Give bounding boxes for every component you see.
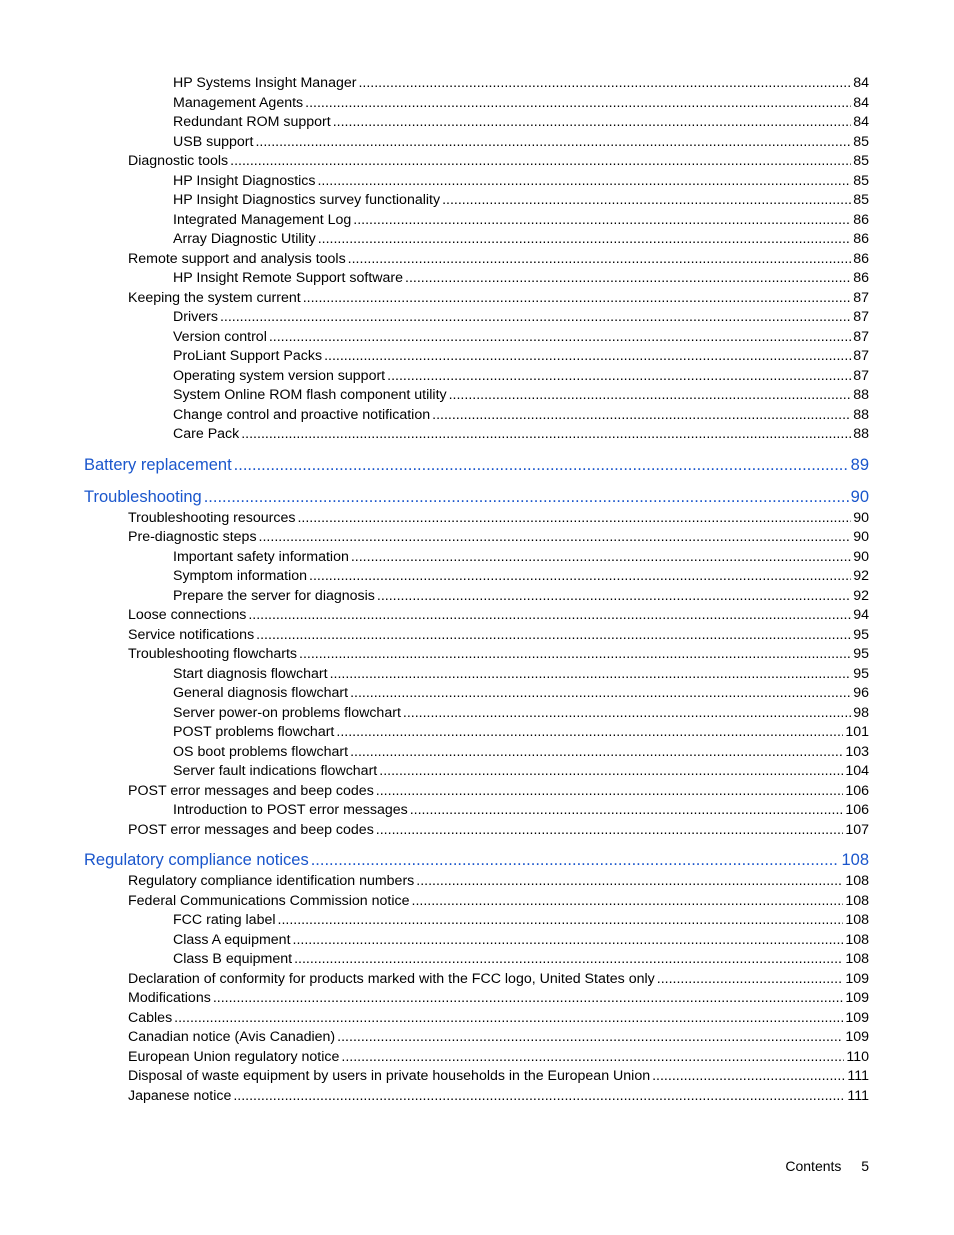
toc-entry[interactable] — [128, 510, 869, 530]
toc-leader-dots — [256, 627, 851, 643]
toc-entry[interactable] — [173, 134, 869, 154]
toc-entry-title: Important safety information — [173, 548, 349, 565]
toc-entry[interactable] — [128, 627, 869, 647]
toc-entry-page: 109 — [845, 1029, 869, 1045]
toc-entry[interactable] — [128, 290, 869, 310]
toc-entry[interactable] — [84, 851, 869, 875]
toc-entry[interactable] — [128, 1010, 869, 1030]
toc-leader-dots — [204, 488, 849, 507]
toc-entry-page: 85 — [853, 172, 869, 189]
toc-leader-dots — [259, 529, 852, 545]
toc-entry-title: Keeping the system current — [128, 289, 301, 306]
toc-entry[interactable] — [173, 75, 869, 95]
toc-leader-dots — [652, 1068, 845, 1084]
toc-entry[interactable] — [173, 95, 869, 115]
toc-entry-title: Service notifications — [128, 626, 255, 643]
toc-leader-dots — [318, 231, 852, 247]
toc-entry-page: 108 — [841, 851, 869, 869]
toc-entry-page: 85 — [853, 133, 869, 150]
toc-leader-dots — [405, 270, 851, 286]
toc-leader-dots — [324, 348, 851, 364]
toc-leader-dots — [230, 153, 851, 169]
toc-entry[interactable] — [173, 426, 869, 446]
toc-entry-title: OS boot problems flowchart — [173, 743, 349, 760]
toc-leader-dots — [387, 368, 851, 384]
toc-entry[interactable] — [128, 529, 869, 549]
toc-entry-title: Version control — [173, 328, 267, 345]
footer-page-number: 5 — [861, 1158, 869, 1174]
toc-leader-dots — [330, 666, 852, 682]
toc-entry[interactable] — [128, 1029, 869, 1049]
toc-entry[interactable] — [173, 192, 869, 212]
toc-entry[interactable] — [173, 724, 869, 744]
toc-entry[interactable] — [173, 568, 869, 588]
toc-entry-title: Start diagnosis flowchart — [173, 665, 328, 682]
toc-leader-dots — [376, 822, 844, 838]
toc-entry-title: Japanese notice — [128, 1087, 232, 1104]
toc-entry-title: Symptom information — [173, 568, 308, 584]
toc-entry-page: 92 — [853, 587, 869, 604]
toc-entry-page: 95 — [853, 646, 869, 662]
toc-entry[interactable] — [173, 329, 869, 349]
toc-entry-title: Canadian notice (Avis Canadien) — [128, 1029, 336, 1045]
toc-entry-page: 109 — [845, 970, 869, 987]
toc-entry-title: Federal Communications Commission notice — [128, 892, 410, 909]
toc-leader-dots — [351, 549, 851, 565]
toc-leader-dots — [233, 1088, 845, 1104]
toc-entry[interactable] — [173, 231, 869, 251]
toc-entry-page: 89 — [850, 455, 869, 474]
toc-entry-title: POST error messages and beep codes — [128, 782, 374, 799]
toc-entry[interactable] — [84, 488, 869, 512]
toc-entry[interactable] — [173, 802, 869, 822]
toc-leader-dots — [403, 705, 851, 721]
toc-entry-page: 87 — [853, 348, 869, 364]
toc-leader-dots — [309, 568, 851, 584]
toc-entry[interactable] — [173, 912, 869, 932]
toc-entry-page: 85 — [853, 192, 869, 208]
toc-entry-title: HP Insight Remote Support software — [173, 270, 404, 286]
toc-entry-page: 87 — [853, 289, 869, 306]
toc-entry-page: 87 — [853, 367, 869, 384]
toc-entry-title: Server power-on problems flowchart — [173, 704, 401, 721]
page-footer — [785, 1158, 869, 1174]
toc-entry[interactable] — [173, 588, 869, 608]
toc-leader-dots — [657, 971, 844, 987]
toc-entry-title: Class A equipment — [173, 931, 291, 948]
toc-leader-dots — [278, 912, 844, 928]
toc-entry-title: HP Insight Diagnostics — [173, 172, 316, 189]
toc-entry-page: 108 — [845, 912, 869, 928]
toc-leader-dots — [241, 426, 851, 442]
toc-entry[interactable] — [173, 549, 869, 569]
toc-entry[interactable] — [173, 666, 869, 686]
toc-entry-page: 111 — [847, 1068, 869, 1084]
toc-entry[interactable] — [128, 990, 869, 1010]
toc-leader-dots — [174, 1010, 843, 1026]
toc-entry-page: 85 — [853, 153, 869, 169]
toc-leader-dots — [255, 134, 851, 150]
toc-entry-page: 87 — [853, 328, 869, 345]
toc-entry[interactable] — [128, 971, 869, 991]
toc-entry-title: Loose connections — [128, 607, 247, 623]
toc-entry-title: Regulatory compliance identification numbers — [128, 873, 415, 889]
toc-leader-dots — [311, 851, 840, 870]
toc-leader-dots — [410, 802, 844, 818]
toc-leader-dots — [350, 744, 843, 760]
toc-entry[interactable] — [128, 873, 869, 893]
toc-entry-title: Pre-diagnostic steps — [128, 529, 257, 545]
toc-leader-dots — [248, 607, 851, 623]
toc-entry-page: 90 — [850, 487, 869, 506]
toc-entry[interactable] — [173, 348, 869, 368]
toc-leader-dots — [305, 95, 851, 111]
toc-leader-dots — [432, 407, 851, 423]
toc-entry-page: 84 — [853, 75, 869, 91]
toc-entry-title: ProLiant Support Packs — [173, 348, 323, 364]
toc-entry-title: Cables — [128, 1009, 173, 1026]
toc-leader-dots — [353, 212, 851, 228]
toc-entry-page: 108 — [845, 951, 869, 967]
toc-entry-page: 108 — [845, 931, 869, 948]
toc-leader-dots — [376, 783, 844, 799]
toc-entry-page: 109 — [845, 990, 869, 1006]
toc-entry[interactable] — [173, 932, 869, 952]
toc-entry-page: 86 — [853, 231, 869, 247]
toc-entry-page: 84 — [853, 114, 869, 130]
toc-entry[interactable] — [128, 1049, 869, 1069]
toc-entry-page: 109 — [845, 1009, 869, 1026]
toc-entry[interactable] — [173, 705, 869, 725]
toc-entry-title: POST problems flowchart — [173, 724, 335, 740]
toc-leader-dots — [341, 1049, 844, 1065]
toc-entry-page: 88 — [853, 426, 869, 442]
toc-leader-dots — [297, 510, 851, 526]
toc-leader-dots — [269, 329, 851, 345]
toc-entry-title: HP Systems Insight Manager — [173, 75, 357, 91]
toc-leader-dots — [213, 990, 844, 1006]
toc-entry-page: 90 — [853, 529, 869, 545]
toc-entry-title: Integrated Management Log — [173, 211, 352, 228]
toc-leader-dots — [293, 932, 844, 948]
toc-entry-title: Change control and proactive notification — [173, 406, 431, 423]
toc-entry-title: Management Agents — [173, 94, 304, 111]
toc-entry-page: 90 — [853, 548, 869, 565]
footer-label: Contents — [785, 1158, 842, 1174]
toc-entry-title: Operating system version support — [173, 367, 386, 384]
toc-leader-dots — [220, 309, 851, 325]
toc-entry-title: Troubleshooting flowcharts — [128, 646, 298, 662]
toc-entry[interactable] — [128, 646, 869, 666]
toc-leader-dots — [350, 685, 851, 701]
toc-entry-page: 87 — [853, 309, 869, 325]
toc-entry-page: 88 — [853, 387, 869, 403]
toc-leader-dots — [234, 456, 849, 475]
toc-entry-page: 95 — [853, 665, 869, 682]
toc-entry-title: Modifications — [128, 990, 211, 1006]
toc-entry-title: HP Insight Diagnostics survey functionality — [173, 192, 441, 208]
toc-entry-page: 90 — [853, 509, 869, 526]
toc-entry-page: 96 — [853, 685, 869, 701]
toc-entry-page: 103 — [845, 743, 869, 760]
toc-entry[interactable] — [173, 114, 869, 134]
toc-entry-title: Battery replacement — [84, 455, 232, 474]
toc-entry[interactable] — [173, 763, 869, 783]
toc-entry-title: Disposal of waste equipment by users in private households in the European Union — [128, 1068, 651, 1084]
toc-entry-page: 94 — [853, 607, 869, 623]
toc-entry[interactable] — [84, 456, 869, 480]
toc-entry-page: 106 — [845, 782, 869, 799]
toc-entry-title: Care Pack — [173, 426, 240, 442]
toc-entry[interactable] — [173, 744, 869, 764]
toc-entry-page: 111 — [847, 1087, 869, 1104]
toc-entry[interactable] — [173, 685, 869, 705]
toc-leader-dots — [333, 114, 851, 130]
toc-leader-dots — [337, 1029, 843, 1045]
toc-entry-title: FCC rating label — [173, 912, 276, 928]
toc-entry[interactable] — [173, 309, 869, 329]
toc-entry-page: 86 — [853, 211, 869, 228]
toc-entry[interactable] — [173, 407, 869, 427]
toc-entry[interactable] — [173, 173, 869, 193]
toc-entry-page: 101 — [845, 724, 869, 740]
toc-entry-title: Troubleshooting resources — [128, 509, 296, 526]
toc-entry[interactable] — [173, 387, 869, 407]
toc-entry-title: General diagnosis flowchart — [173, 685, 349, 701]
toc-entry-title: Redundant ROM support — [173, 114, 331, 130]
toc-entry-title: System Online ROM flash component utility — [173, 387, 447, 403]
toc-entry-page: 107 — [845, 821, 869, 838]
toc-entry-page: 108 — [845, 873, 869, 889]
toc-entry[interactable] — [173, 212, 869, 232]
toc-leader-dots — [442, 192, 851, 208]
toc-entry-page: 84 — [853, 94, 869, 111]
toc-entry-title: Troubleshooting — [84, 487, 202, 506]
toc-entry-title: USB support — [173, 133, 254, 150]
toc-entry[interactable] — [173, 368, 869, 388]
toc-entry[interactable] — [128, 1068, 869, 1088]
toc-entry-title: Array Diagnostic Utility — [173, 231, 316, 247]
toc-entry-page: 88 — [853, 406, 869, 423]
toc-leader-dots — [336, 724, 843, 740]
toc-entry-title: Declaration of conformity for products marked with the FCC logo, United States only — [128, 970, 655, 987]
toc-entry[interactable] — [128, 783, 869, 803]
toc-entry[interactable] — [128, 251, 869, 271]
toc-entry-page: 106 — [845, 802, 869, 818]
toc-leader-dots — [303, 290, 852, 306]
toc-leader-dots — [449, 387, 852, 403]
toc-entry-title: Prepare the server for diagnosis — [173, 587, 375, 604]
toc-entry-page: 92 — [853, 568, 869, 584]
toc-leader-dots — [299, 646, 851, 662]
toc-entry-title: Diagnostic tools — [128, 153, 229, 169]
toc-leader-dots — [348, 251, 852, 267]
toc-entry[interactable] — [173, 951, 869, 971]
toc-entry-title: Drivers — [173, 309, 218, 325]
toc-entry-page: 86 — [853, 250, 869, 267]
toc-entry-title: Class B equipment — [173, 951, 293, 967]
toc-entry-title: European Union regulatory notice — [128, 1048, 340, 1065]
toc-entry-title: POST error messages and beep codes — [128, 821, 374, 838]
toc-entry-title: Server fault indications flowchart — [173, 763, 378, 779]
toc-leader-dots — [416, 873, 843, 889]
toc-entry[interactable] — [173, 270, 869, 290]
toc-entry[interactable] — [128, 893, 869, 913]
toc-leader-dots — [317, 173, 851, 189]
toc-entry[interactable] — [128, 1088, 869, 1108]
toc-leader-dots — [358, 75, 851, 91]
toc-entry-page: 86 — [853, 270, 869, 286]
toc-entry-title: Remote support and analysis tools — [128, 250, 346, 267]
toc-entry-page: 108 — [845, 892, 869, 909]
toc-entry[interactable] — [128, 153, 869, 173]
toc-entry[interactable] — [128, 607, 869, 627]
toc-entry-page: 110 — [846, 1048, 869, 1065]
toc-entry-page: 95 — [853, 626, 869, 643]
toc-entry-title: Regulatory compliance notices — [84, 851, 309, 869]
toc-entry[interactable] — [128, 822, 869, 842]
toc-entry-page: 98 — [853, 704, 869, 721]
toc-entry-title: Introduction to POST error messages — [173, 802, 408, 818]
toc-entry-page: 104 — [845, 763, 869, 779]
toc-leader-dots — [377, 588, 851, 604]
toc-leader-dots — [379, 763, 843, 779]
toc-leader-dots — [294, 951, 843, 967]
toc-leader-dots — [412, 893, 844, 909]
